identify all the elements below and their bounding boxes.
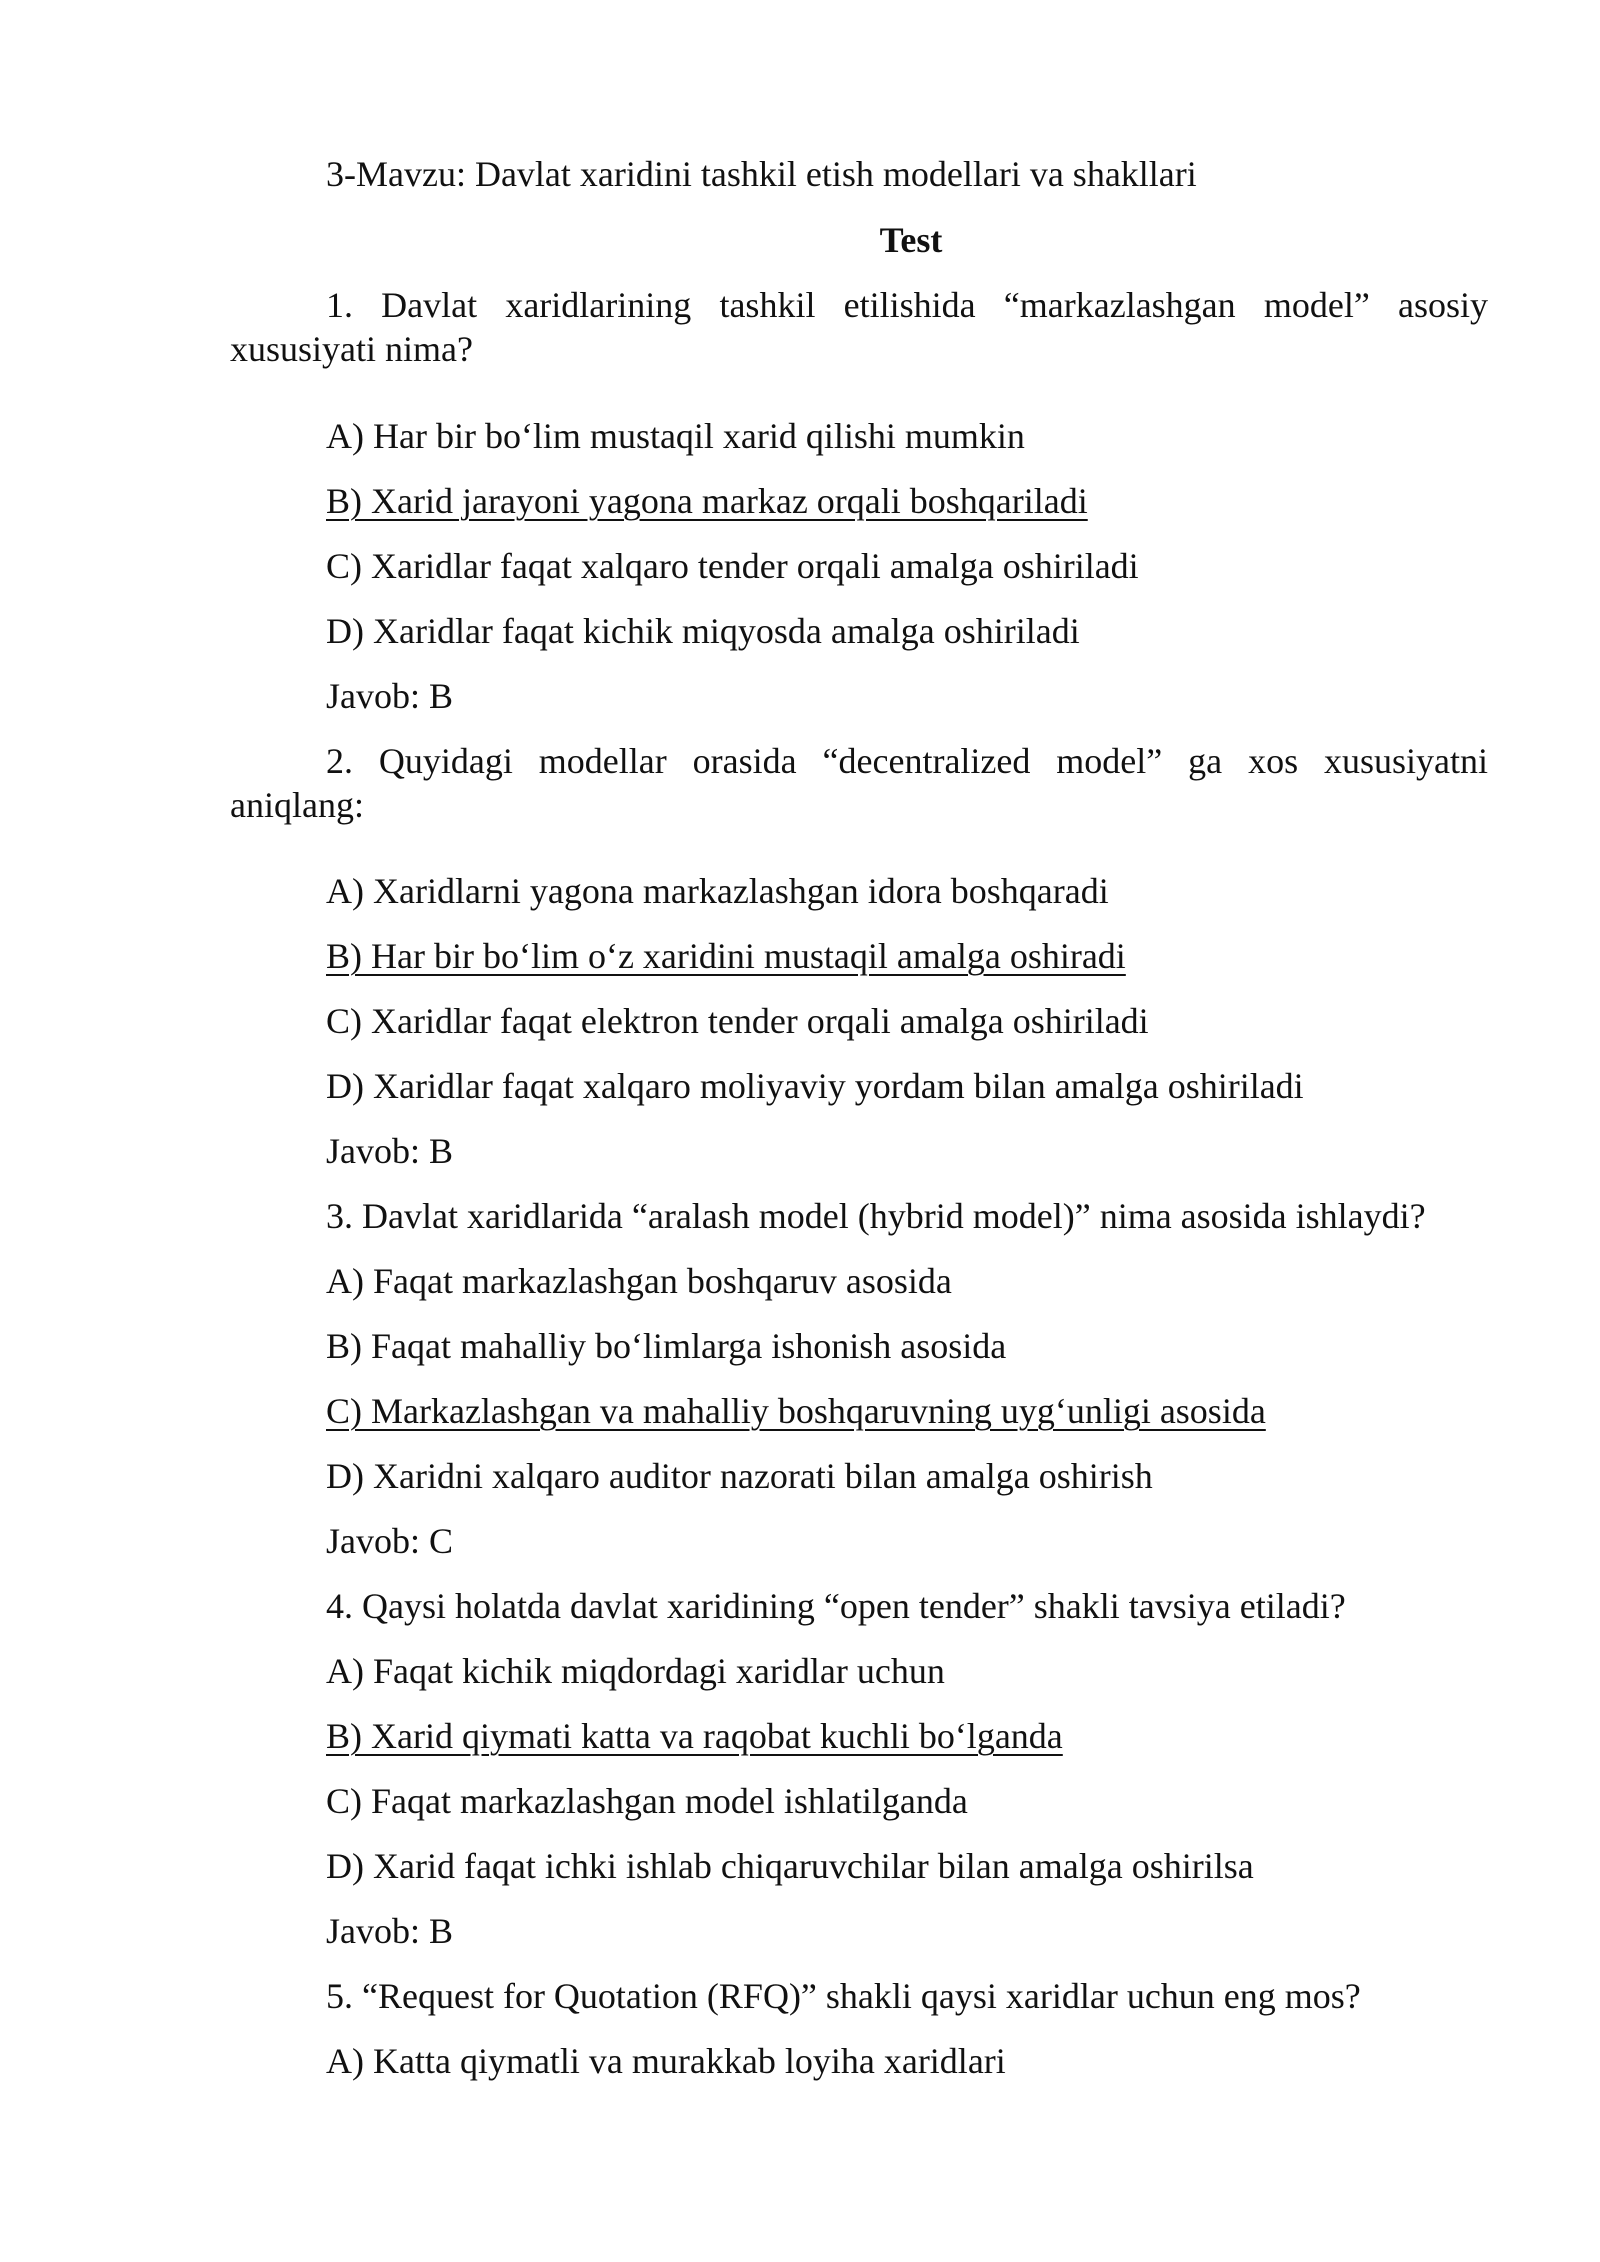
question-2-option-d: D) Xaridlar faqat xalqaro moliyaviy yordam bilan amalga oshiriladi: [326, 1066, 1304, 1106]
question-4-option-d: D) Xarid faqat ichki ishlab chiqaruvchilar bilan amalga oshirilsa: [326, 1846, 1254, 1886]
question-3-answer: Javob: C: [326, 1521, 454, 1561]
question-4-option-b: B) Xarid qiymati katta va raqobat kuchli bo‘lganda: [326, 1716, 1063, 1756]
question-2-answer: Javob: B: [326, 1131, 454, 1171]
question-3-option-b: B) Faqat mahalliy bo‘limlarga ishonish asosida: [326, 1326, 1007, 1366]
question-4-answer: Javob: B: [326, 1911, 454, 1951]
question-2: 2. Quyidagi modellar orasida “decentralized model” ga xos xususiyatni aniqlang:: [230, 741, 1488, 825]
question-1-answer: Javob: B: [326, 676, 454, 716]
test-title: Test: [879, 220, 943, 260]
question-1-option-c: C) Xaridlar faqat xalqaro tender orqali amalga oshiriladi: [326, 546, 1139, 586]
question-5: 5. “Request for Quotation (RFQ)” shakli qaysi xaridlar uchun eng mos?: [326, 1976, 1361, 2016]
question-2-option-b: B) Har bir bo‘lim o‘z xaridini mustaqil amalga oshiradi: [326, 936, 1126, 976]
question-3: 3. Davlat xaridlarida “aralash model (hybrid model)” nima asosida ishlaydi?: [326, 1196, 1426, 1236]
question-4: 4. Qaysi holatda davlat xaridining “open tender” shakli tavsiya etiladi?: [326, 1586, 1346, 1626]
question-1-option-b: B) Xarid jarayoni yagona markaz orqali boshqariladi: [326, 481, 1088, 521]
question-3-option-c: C) Markazlashgan va mahalliy boshqaruvning uyg‘unligi asosida: [326, 1391, 1266, 1431]
question-3-option-a: A) Faqat markazlashgan boshqaruv asosida: [326, 1261, 952, 1301]
question-1-option-d: D) Xaridlar faqat kichik miqyosda amalga oshiriladi: [326, 611, 1080, 651]
question-2-option-a: A) Xaridlarni yagona markazlashgan idora boshqaradi: [326, 871, 1109, 911]
question-1-option-a: A) Har bir bo‘lim mustaqil xarid qilishi mumkin: [326, 416, 1025, 456]
question-5-option-a: A) Katta qiymatli va murakkab loyiha xaridlari: [326, 2041, 1006, 2081]
question-4-option-c: C) Faqat markazlashgan model ishlatilganda: [326, 1781, 968, 1821]
question-4-option-a: A) Faqat kichik miqdordagi xaridlar uchun: [326, 1651, 945, 1691]
question-3-option-d: D) Xaridni xalqaro auditor nazorati bilan amalga oshirish: [326, 1456, 1153, 1496]
question-2-option-c: C) Xaridlar faqat elektron tender orqali amalga oshiriladi: [326, 1001, 1149, 1041]
question-1: 1. Davlat xaridlarining tashkil etilishida “markazlashgan model” asosiy xususiyati nima?: [230, 285, 1488, 369]
topic-heading: 3-Mavzu: Davlat xaridini tashkil etish modellari va shakllari: [326, 154, 1197, 194]
